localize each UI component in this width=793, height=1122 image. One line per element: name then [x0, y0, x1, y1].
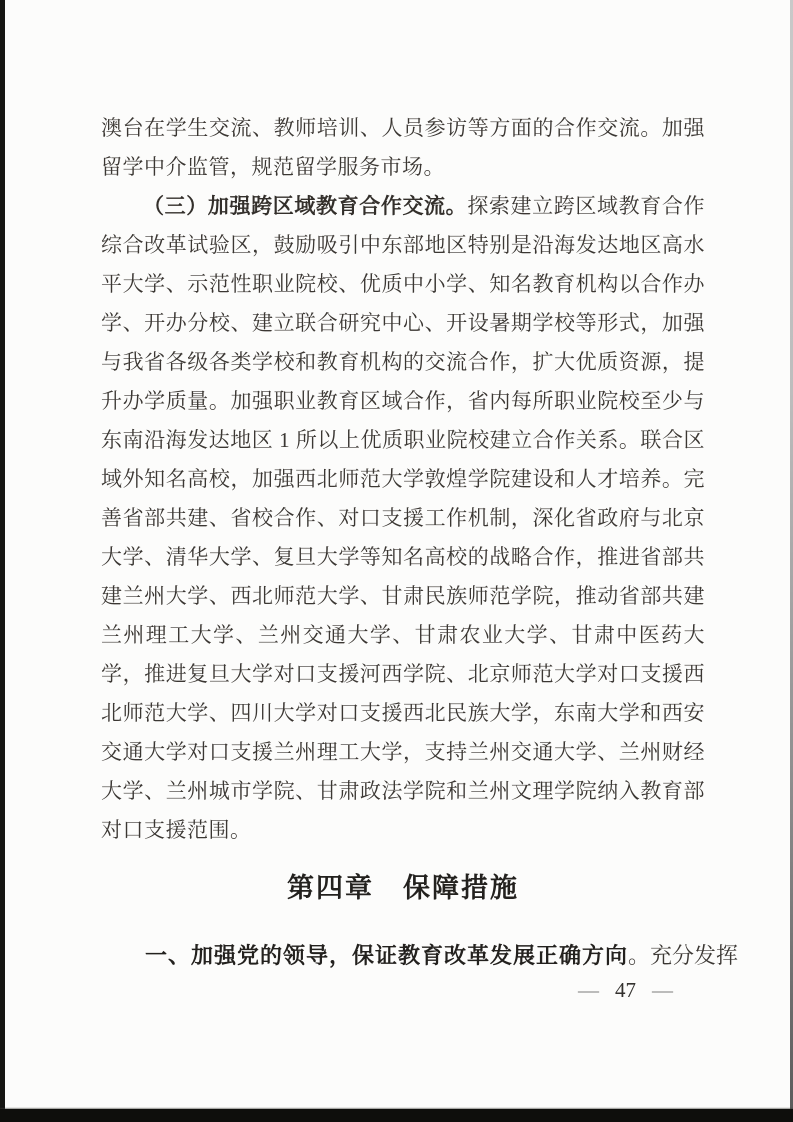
text-line: 升办学质量。加强职业教育区域合作，省内每所职业院校至少与	[101, 389, 705, 413]
paragraph-party-leadership-first-line	[101, 936, 739, 975]
text-line: 与我省各级各类学校和教育机构的交流合作，扩大优质资源，提	[101, 350, 705, 374]
text-line: 平大学、示范性职业院校、优质中小学、知名教育机构以合作办	[101, 272, 705, 296]
page-number-dash-left: —	[578, 978, 599, 1002]
paragraph-cross-region-cooperation	[101, 187, 705, 850]
text-run: 探索建立跨区域教育合作	[467, 194, 706, 218]
text-line: 善省部共建、省校合作、对口支援工作机制，深化省政府与北京	[101, 506, 705, 530]
text-line: 综合改革试验区，鼓励吸引中东部地区特别是沿海发达地区高水	[101, 233, 705, 257]
text-line: 域外知名高校，加强西北师范大学敦煌学院建设和人才培养。完	[101, 467, 705, 491]
text-line: 澳台在学生交流、教师培训、人员参访等方面的合作交流。加强	[101, 116, 705, 140]
text-run: 。充分发挥	[628, 943, 739, 968]
text-line: 大学、清华大学、复旦大学等知名高校的战略合作，推进省部共	[101, 545, 705, 569]
scan-edge-bottom	[0, 1109, 793, 1122]
clause-heading: 一、加强党的领导，保证教育改革发展正确方向	[145, 943, 629, 968]
text-line	[101, 187, 705, 226]
text-line: 学、开办分校、建立联合研究中心、开设暑期学校等形式，加强	[101, 311, 705, 335]
text-line: 大学、兰州城市学院、甘肃政法学院和兰州文理学院纳入教育部	[101, 779, 705, 803]
section-subheading: （三）加强跨区域教育合作交流。	[143, 194, 468, 218]
page-number-value: 47	[615, 978, 636, 1002]
text-line: 北师范大学、四川大学对口支援西北民族大学，东南大学和西安	[101, 701, 705, 725]
text-line: 对口支援范围。	[101, 818, 252, 842]
text-line: 建兰州大学、西北师范大学、甘肃民族师范学院，推动省部共建	[101, 584, 705, 608]
text-line: 交通大学对口支援兰州理工大学，支持兰州交通大学、兰州财经	[101, 740, 705, 764]
page-number-dash-right: —	[652, 978, 673, 1002]
text-line: 东南沿海发达地区 1 所以上优质职业院校建立合作关系。联合区	[101, 428, 705, 452]
text-line: 留学中介监管，规范留学服务市场。	[101, 155, 445, 179]
scan-edge-left	[0, 0, 5, 1122]
text-line: 学，推进复旦大学对口支援河西学院、北京师范大学对口支援西	[101, 662, 705, 686]
text-line: 兰州理工大学、兰州交通大学、甘肃农业大学、甘肃中医药大	[101, 623, 705, 647]
page-number	[578, 978, 673, 1003]
page-body	[101, 109, 705, 850]
paragraph-study-abroad-continuation	[101, 109, 705, 187]
chapter-heading: 第四章 保障措施	[287, 873, 519, 903]
